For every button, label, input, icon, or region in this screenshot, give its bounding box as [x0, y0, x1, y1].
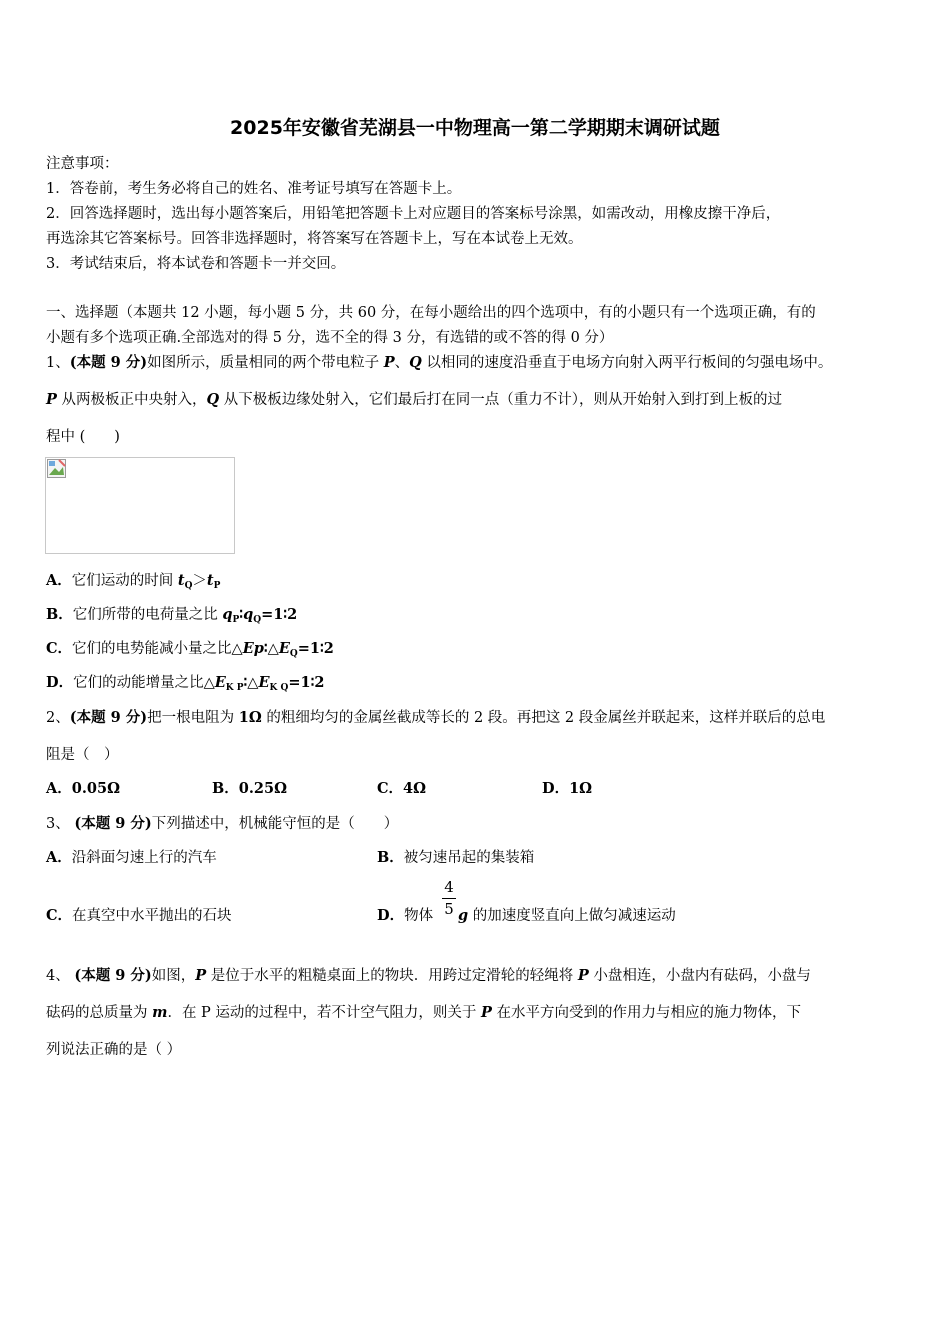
question-4-line1: 4、 (本题 9 分)如图，P 是位于水平的粗糙桌面上的物块．用跨过定滑轮的轻绳将 P 小盘相连，小盘内有砝码，小盘与	[46, 967, 811, 984]
question-2-option-d: D．1Ω	[542, 780, 593, 797]
question-1-figure-placeholder	[45, 457, 235, 554]
question-1-line2: P 从两极板正中央射入，Q 从下极板边缘处射入，它们最后打在同一点（重力不计），则从开始射入到打到上板的过	[46, 391, 783, 408]
broken-image-icon	[47, 459, 66, 478]
question-3-option-b: B．被匀速吊起的集装箱	[377, 849, 535, 866]
question-2-option-a: A．0.05Ω	[46, 780, 120, 797]
question-2-line2: 阻是（ ）	[46, 747, 119, 763]
question-3-option-d: D．物体	[377, 907, 434, 924]
question-3-option-a: A．沿斜面匀速上行的汽车	[46, 849, 217, 866]
question-1-option-c: C．它们的电势能减小量之比$\triangle Ep∶\triangle E_Q=1∶2$	[46, 640, 334, 659]
question-3-option-c: C．在真空中水平抛出的石块	[46, 907, 232, 924]
question-1-line3: 程中 ( )	[46, 429, 120, 445]
question-3-stem: 3、 (本题 9 分)下列描述中，机械能守恒的是（ ）	[46, 815, 399, 832]
fraction-four-fifths: 4 5	[442, 878, 456, 919]
section-instructions-line1: 一、选择题（本题共 12 小题，每小题 5 分，共 60 分，在每小题给出的四个选项中，有的小题只有一个选项正确，有的	[46, 305, 816, 321]
section-instructions-line2: 小题有多个选项正确.全部选对的得 5 分，选不全的得 3 分，有选错的或不答的得 0 分）	[46, 330, 614, 346]
notice-item: 再选涂其它答案标号。回答非选择题时，将答案写在答题卡上，写在本试卷上无效。	[46, 231, 583, 247]
question-2-line1: 2、(本题 9 分)把一根电阻为 1Ω 的粗细均匀的金属丝截成等长的 2 段。再把这 2 段金属丝并联起来，这样并联后的总电	[46, 709, 826, 726]
question-2-option-c: C．4Ω	[377, 780, 427, 797]
question-1-option-a: A．它们运动的时间 $t_Q>t_P$	[46, 572, 221, 591]
question-1-option-b: B．它们所带的电荷量之比 $q_P∶q_Q=1∶2$	[46, 606, 298, 625]
question-4-line3: 列说法正确的是（ ）	[46, 1042, 182, 1058]
question-4-line2: 砝码的总质量为 m．在 P 运动的过程中，若不计空气阻力，则关于 P 在水平方向受到的作用力与相应的施力物体，下	[46, 1004, 802, 1021]
question-2-option-b: B．0.25Ω	[212, 780, 287, 797]
question-1-option-d: D．它们的动能增量之比$\triangle E_{K P}∶\triangle E_{K Q}=1∶2$	[46, 674, 325, 693]
question-1-line1: 1、(本题 9 分)如图所示，质量相同的两个带电粒子 P、Q 以相同的速度沿垂直于电场方向射入两平行板间的匀强电场中。	[46, 354, 833, 371]
notice-item: 1．答卷前，考生务必将自己的姓名、准考证号填写在答题卡上。	[46, 181, 462, 197]
notice-item: 2．回答选择题时，选出每小题答案后，用铅笔把答题卡上对应题目的答案标号涂黑，如需改动，用橡皮擦干净后，	[46, 206, 781, 222]
notice-item: 3．考试结束后，将本试卷和答题卡一并交回。	[46, 256, 346, 272]
question-3-option-d-rest: g 的加速度竖直向上做匀减速运动	[458, 907, 676, 924]
notice-heading: 注意事项：	[46, 156, 119, 172]
page-title: 2025年安徽省芜湖县一中物理高一第二学期期末调研试题	[230, 117, 720, 139]
